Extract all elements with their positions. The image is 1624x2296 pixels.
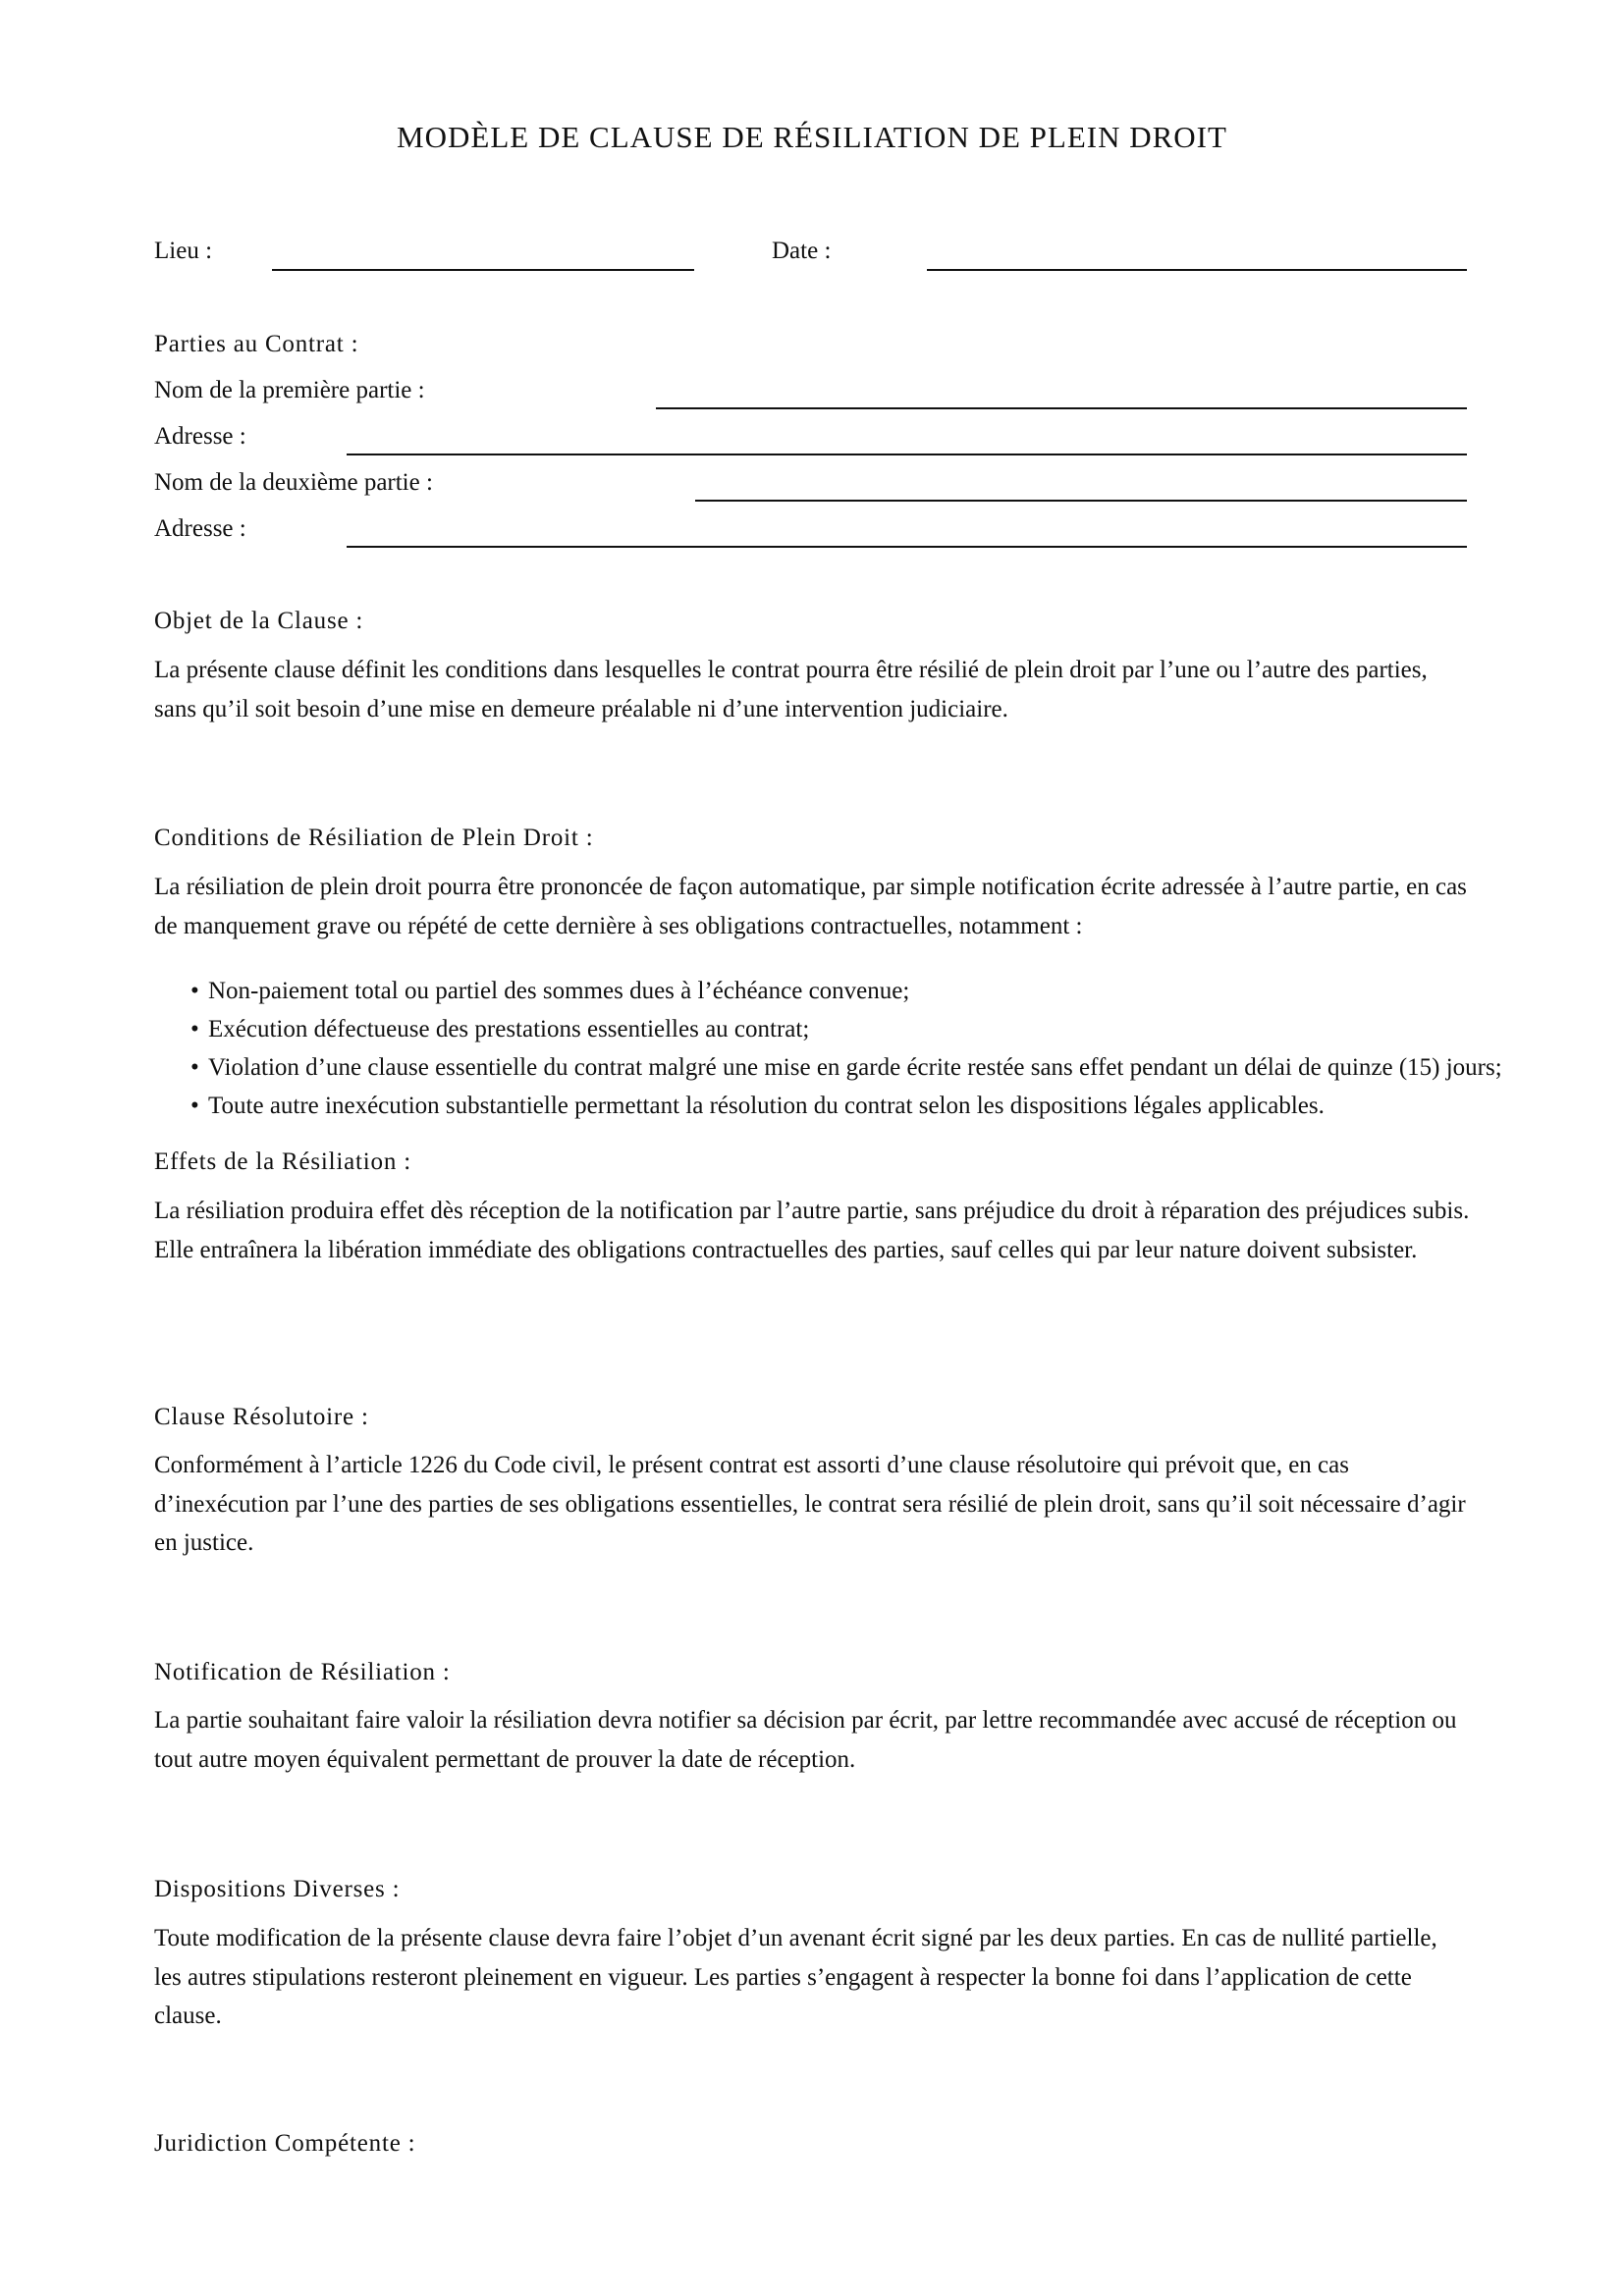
first-party-address-line[interactable] — [347, 454, 1467, 455]
conditions-paragraph: La résiliation de plein droit pourra être prononcée de façon automatique, par simple notification écrite adressée à l’autre partie, en cas de manquement grave ou répété de cette dernière à ses obligations contractuelles, notamment : — [154, 874, 1467, 939]
second-party-address-line[interactable] — [347, 546, 1467, 548]
list-item: • Toute autre inexécution substantielle permettant la résolution du contrat selon les dispositions légales applicables. — [190, 1087, 1624, 1125]
date-blank-line[interactable] — [927, 269, 1467, 271]
lieu-blank-line[interactable] — [272, 269, 694, 271]
date-label: Date : — [772, 238, 832, 264]
first-party-name-label: Nom de la première partie : — [154, 377, 425, 403]
first-party-name-line[interactable] — [656, 407, 1467, 409]
dispositions-heading: Dispositions Diverses : — [154, 1876, 401, 1902]
objet-heading: Objet de la Clause : — [154, 608, 364, 634]
second-party-name-line[interactable] — [695, 500, 1467, 502]
bullet-icon: • — [190, 1093, 199, 1119]
effets-paragraph: La résiliation produira effet dès réception de la notification par l’autre partie, sans préjudice du droit à réparation des préjudices subis. Elle entraînera la libération immédiate des obligations contractuelles des parties, sauf celles qui par leur nature doivent subsister. — [154, 1198, 1470, 1263]
resolutoire-paragraph: Conformément à l’article 1226 du Code civil, le présent contrat est assorti d’une clause résolutoire qui prévoit que, en cas d’inexécution par l’une des parties de ses obligations essentielles, le contrat sera résilié de plein droit, sans qu’il soit nécessaire d’agir en justice. — [154, 1452, 1466, 1556]
lieu-label: Lieu : — [154, 238, 213, 264]
conditions-heading: Conditions de Résiliation de Plein Droit : — [154, 825, 594, 851]
list-item: • Exécution défectueuse des prestations essentielles au contrat; — [190, 1010, 1624, 1048]
resolutoire-heading: Clause Résolutoire : — [154, 1404, 369, 1430]
juridiction-heading: Juridiction Compétente : — [154, 2130, 416, 2157]
parties-heading: Parties au Contrat : — [154, 331, 359, 357]
notification-heading: Notification de Résiliation : — [154, 1659, 451, 1685]
list-item: • Non-paiement total ou partiel des sommes dues à l’échéance convenue; — [190, 972, 1624, 1010]
document-title: MODÈLE DE CLAUSE DE RÉSILIATION DE PLEIN DROIT — [397, 120, 1227, 154]
list-item: • Violation d’une clause essentielle du contrat malgré une mise en garde écrite restée sans effet pendant un délai de quinze (15) jours; — [190, 1048, 1624, 1087]
second-party-name-label: Nom de la deuxième partie : — [154, 469, 433, 496]
first-party-address-label: Adresse : — [154, 423, 246, 450]
notification-paragraph: La partie souhaitant faire valoir la résiliation devra notifier sa décision par écrit, par lettre recommandée avec accusé de réception ou tout autre moyen équivalent permettant de prouver la date de réception. — [154, 1707, 1457, 1773]
conditions-list — [190, 972, 1624, 1125]
objet-paragraph: La présente clause définit les conditions dans lesquelles le contrat pourra être résilié de plein droit par l’une ou l’autre des parties, sans qu’il soit besoin d’une mise en demeure préalable ni d’une intervention judiciaire. — [154, 657, 1428, 722]
bullet-icon: • — [190, 978, 199, 1004]
effets-heading: Effets de la Résiliation : — [154, 1148, 411, 1175]
bullet-icon: • — [190, 1054, 199, 1081]
second-party-address-label: Adresse : — [154, 515, 246, 542]
dispositions-paragraph: Toute modification de la présente clause devra faire l’objet d’un avenant écrit signé par les deux parties. En cas de nullité partielle, les autres stipulations resteront pleinement en vigueur. Les parties s’engagent à respecter la bonne foi dans l’application de cette clause. — [154, 1925, 1437, 2029]
bullet-icon: • — [190, 1016, 199, 1042]
